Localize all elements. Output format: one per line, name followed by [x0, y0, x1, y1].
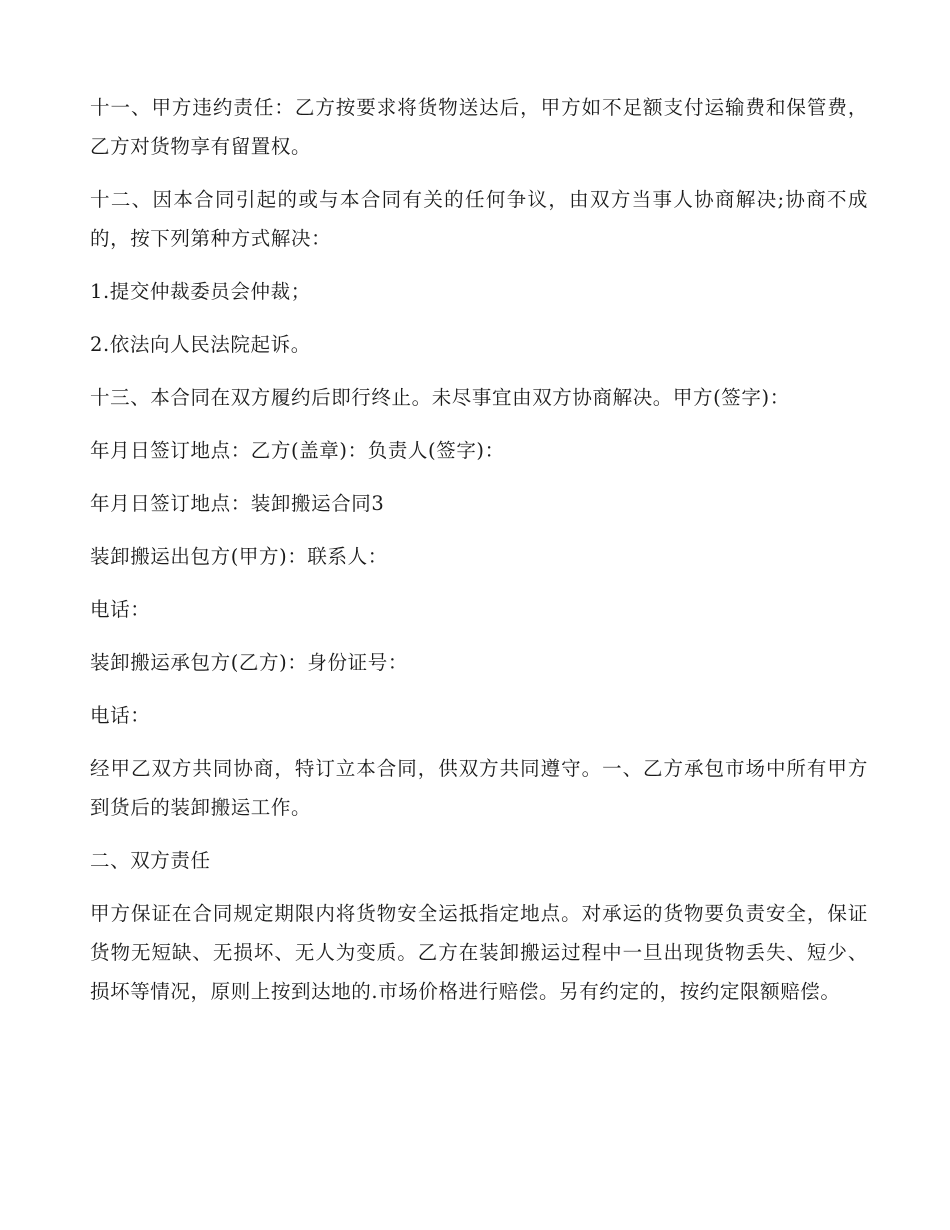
party-a-contact-line: 装卸搬运出包方(甲方)：联系人：	[90, 545, 388, 568]
party-b-id-line: 装卸搬运承包方(乙方)：身份证号：	[90, 651, 408, 674]
section-heading-responsibilities: 二、双方责任	[90, 849, 211, 872]
clause-11-breach-party-a: 十一、甲方违约责任：乙方按要求将货物送达后，甲方如不足额支付运输费和保管费，乙方对货物享有留置权。	[90, 96, 868, 158]
document-body	[90, 88, 868, 1025]
clause-12-dispute-resolution: 十二、因本合同引起的或与本合同有关的任何争议，由双方当事人协商解决;协商不成的，按下列第种方式解决：	[90, 188, 868, 250]
party-a-phone-line: 电话：	[90, 598, 151, 621]
clause-13-termination: 十三、本合同在双方履约后即行终止。未尽事宜由双方协商解决。甲方(签字)：	[90, 386, 790, 409]
dispute-option-court: 2.依法向人民法院起诉。	[90, 333, 311, 356]
party-a-responsibility-paragraph: 甲方保证在合同规定期限内将货物安全运抵指定地点。对承运的货物要负责安全，保证货物无短缺、无损坏、无人为变质。乙方在装卸搬运过程中一旦出现货物丢失、短少、损坏等情况，原则上按到达地的.市场价格进行赔偿。另有约定的，按约定限额赔偿。	[90, 902, 868, 1003]
signing-line-party-b: 年月日签订地点：乙方(盖章)：负责人(签字)：	[90, 439, 505, 462]
preamble-and-clause-1: 经甲乙双方共同协商，特订立本合同，供双方共同遵守。一、乙方承包市场中所有甲方到货后的装卸搬运工作。	[90, 757, 868, 819]
signing-line-contract-title: 年月日签订地点：装卸搬运合同3	[90, 492, 385, 515]
party-b-phone-line: 电话：	[90, 704, 151, 727]
dispute-option-arbitration: 1.提交仲裁委员会仲裁；	[90, 280, 311, 303]
